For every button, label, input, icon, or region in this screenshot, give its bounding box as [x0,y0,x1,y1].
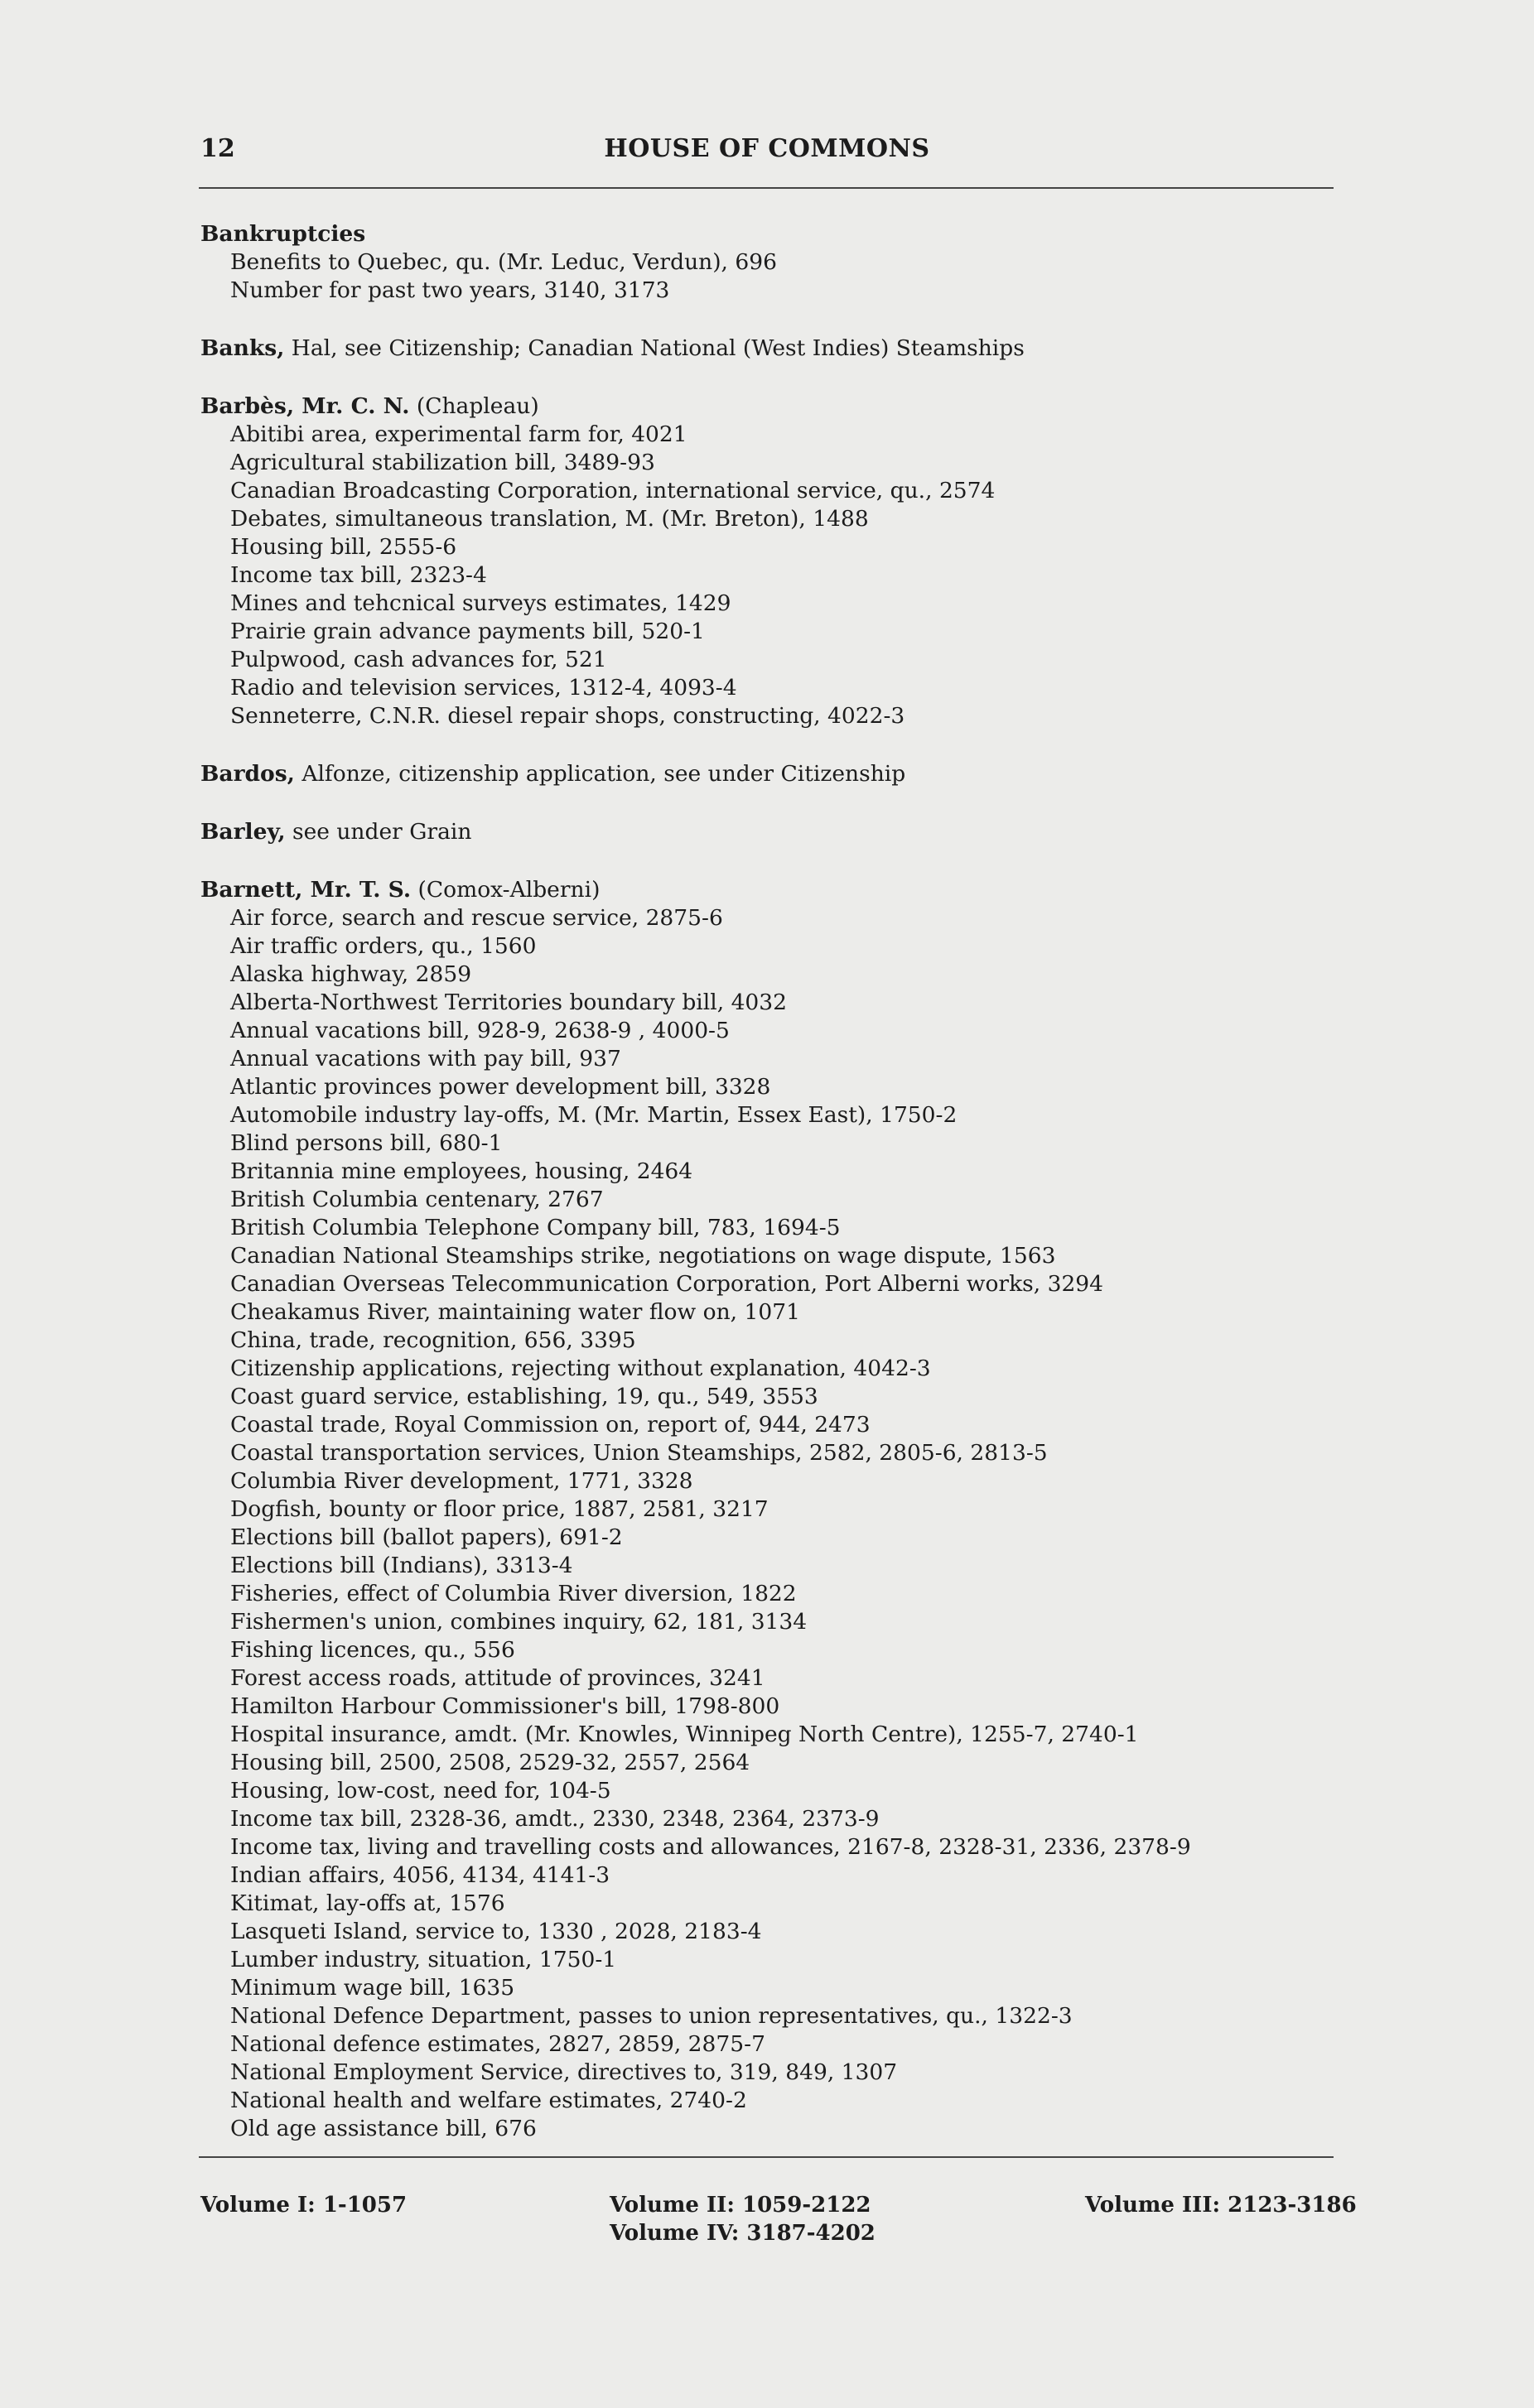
sub-entry: Kitimat, lay-offs at, 1576 [230,1890,505,1916]
sub-entry: Fishing licences, qu., 556 [230,1637,515,1663]
sub-entry: Lasqueti Island, service to, 1330 , 2028, 2183-4 [230,1919,762,1944]
sub-entry: British Columbia Telephone Company bill, 783, 1694-5 [230,1215,841,1240]
sub-entry: Canadian Overseas Telecommunication Corporation, Port Alberni works, 3294 [230,1271,1104,1297]
entry-name: Barbès, Mr. C. N. [200,393,410,419]
sub-entry: Britannia mine employees, housing, 2464 [230,1158,693,1184]
footer-volume-1: Volume I: 1-1057 [200,2193,408,2218]
sub-entry: Income tax, living and travelling costs and allowances, 2167-8, 2328-31, 2336, 2378-9 [230,1834,1191,1860]
entry-heading [200,760,1360,788]
entry-qualifier: (Comox-Alberni) [411,877,601,903]
entry-qualifier: Hal, see Citizenship; Canadian National (West Indies) Steamships [284,335,1025,361]
entry-name: Bardos, [200,761,295,787]
entry-qualifier: (Chapleau) [409,393,539,419]
sub-entry: Mines and tehcnical surveys estimates, 1429 [230,590,731,616]
sub-entry: Atlantic provinces power development bill, 3328 [230,1074,771,1100]
sub-entry: Canadian Broadcasting Corporation, international service, qu., 2574 [230,478,996,503]
sub-entry: Radio and television services, 1312-4, 4093-4 [230,675,737,701]
page-number: 12 [200,134,235,163]
sub-entry: Fisheries, effect of Columbia River diversion, 1822 [230,1581,797,1606]
index-entry [200,818,1360,846]
entry-heading [200,393,1360,421]
entry-qualifier: see under Grain [285,819,472,845]
sub-entry: Cheakamus River, maintaining water flow on, 1071 [230,1299,800,1325]
sub-entry: Citizenship applications, rejecting without explanation, 4042-3 [230,1356,931,1381]
footer-volume-2: Volume II: 1059-2122 [610,2193,871,2218]
entry-name: Barnett, Mr. T. S. [200,877,412,903]
sub-entry: Number for past two years, 3140, 3173 [230,277,670,303]
sub-entry: Old age assistance bill, 676 [230,2116,537,2141]
entry-heading [200,876,1360,904]
sub-entry: Elections bill (ballot papers), 691-2 [230,1524,623,1550]
entry-name: Barley, [200,819,286,845]
sub-entry: Canadian National Steamships strike, negotiations on wage dispute, 1563 [230,1243,1056,1269]
sub-entry: Benefits to Quebec, qu. (Mr. Leduc, Verdun), 696 [230,249,777,275]
sub-entry: Coast guard service, establishing, 19, qu., 549, 3553 [230,1384,818,1409]
sub-entry: Dogfish, bounty or floor price, 1887, 2581, 3217 [230,1496,769,1522]
index-entry [200,335,1360,363]
sub-entry: Income tax bill, 2328-36, amdt., 2330, 2348, 2364, 2373-9 [230,1806,880,1832]
sub-entry: Air traffic orders, qu., 1560 [230,933,537,959]
sub-entry: Coastal trade, Royal Commission on, report of, 944, 2473 [230,1412,871,1438]
sub-entry: Senneterre, C.N.R. diesel repair shops, constructing, 4022-3 [230,703,905,729]
index-entry [200,393,1360,730]
index-entries [200,220,1360,2173]
sub-entry: Agricultural stabilization bill, 3489-93 [230,450,655,475]
sub-entry: Alaska highway, 2859 [230,961,472,987]
entry-heading [200,220,1360,248]
entry-heading [200,818,1360,846]
entry-heading [200,335,1360,363]
sub-entry: Automobile industry lay-offs, M. (Mr. Martin, Essex East), 1750-2 [230,1102,958,1128]
footer-volume-3: Volume III: 2123-3186 [1085,2193,1357,2218]
sub-entry: Income tax bill, 2323-4 [230,562,487,588]
sub-entry: Housing bill, 2555-6 [230,534,457,560]
footer-rule [199,2156,1334,2158]
index-entry [200,220,1360,305]
sub-entry: Prairie grain advance payments bill, 520-1 [230,619,705,644]
running-head: HOUSE OF COMMONS [604,134,930,163]
sub-entry: Lumber industry, situation, 1750-1 [230,1947,617,1972]
sub-entry: National defence estimates, 2827, 2859, 2875-7 [230,2031,765,2057]
sub-entry: Fishermen's union, combines inquiry, 62, 181, 3134 [230,1609,808,1635]
sub-entry: Columbia River development, 1771, 3328 [230,1468,693,1494]
sub-entry: Pulpwood, cash advances for, 521 [230,647,607,672]
header-rule [199,187,1334,189]
sub-entry: Debates, simultaneous translation, M. (Mr. Breton), 1488 [230,506,869,532]
index-entry [200,876,1360,2143]
sub-entry: Housing bill, 2500, 2508, 2529-32, 2557, 2564 [230,1750,750,1775]
sub-entry: Hospital insurance, amdt. (Mr. Knowles, Winnipeg North Centre), 1255-7, 2740-1 [230,1722,1139,1747]
entry-qualifier: Alfonze, citizenship application, see under Citizenship [294,761,906,787]
index-entry [200,760,1360,788]
sub-entry: Air force, search and rescue service, 2875-6 [230,905,723,931]
footer-volume-4: Volume IV: 3187-4202 [610,2221,876,2246]
sub-entry: Alberta-Northwest Territories boundary bill, 4032 [230,990,788,1015]
sub-entry: China, trade, recognition, 656, 3395 [230,1327,636,1353]
sub-entry: National Defence Department, passes to union representatives, qu., 1322-3 [230,2003,1073,2029]
entry-name: Bankruptcies [200,221,366,247]
sub-entry: National health and welfare estimates, 2740-2 [230,2088,747,2113]
sub-entry: Abitibi area, experimental farm for, 4021 [230,421,687,447]
sub-entry: Housing, low-cost, need for, 104-5 [230,1778,611,1804]
sub-entry: Coastal transportation services, Union Steamships, 2582, 2805-6, 2813-5 [230,1440,1048,1466]
sub-entry: Minimum wage bill, 1635 [230,1975,515,2001]
sub-entry: British Columbia centenary, 2767 [230,1187,604,1212]
sub-entry: Forest access roads, attitude of provinces, 3241 [230,1665,765,1691]
footer-volume-2-4 [610,2191,876,2247]
sub-entry: Annual vacations bill, 928-9, 2638-9 , 4000-5 [230,1018,730,1043]
entry-name: Banks, [200,335,285,361]
sub-entry: Annual vacations with pay bill, 937 [230,1046,621,1072]
sub-entry: Blind persons bill, 680-1 [230,1130,503,1156]
sub-entry: Hamilton Harbour Commissioner's bill, 1798-800 [230,1693,780,1719]
sub-entry: National Employment Service, directives to, 319, 849, 1307 [230,2059,898,2085]
sub-entry: Elections bill (Indians), 3313-4 [230,1553,573,1578]
sub-entry: Indian affairs, 4056, 4134, 4141-3 [230,1862,610,1888]
